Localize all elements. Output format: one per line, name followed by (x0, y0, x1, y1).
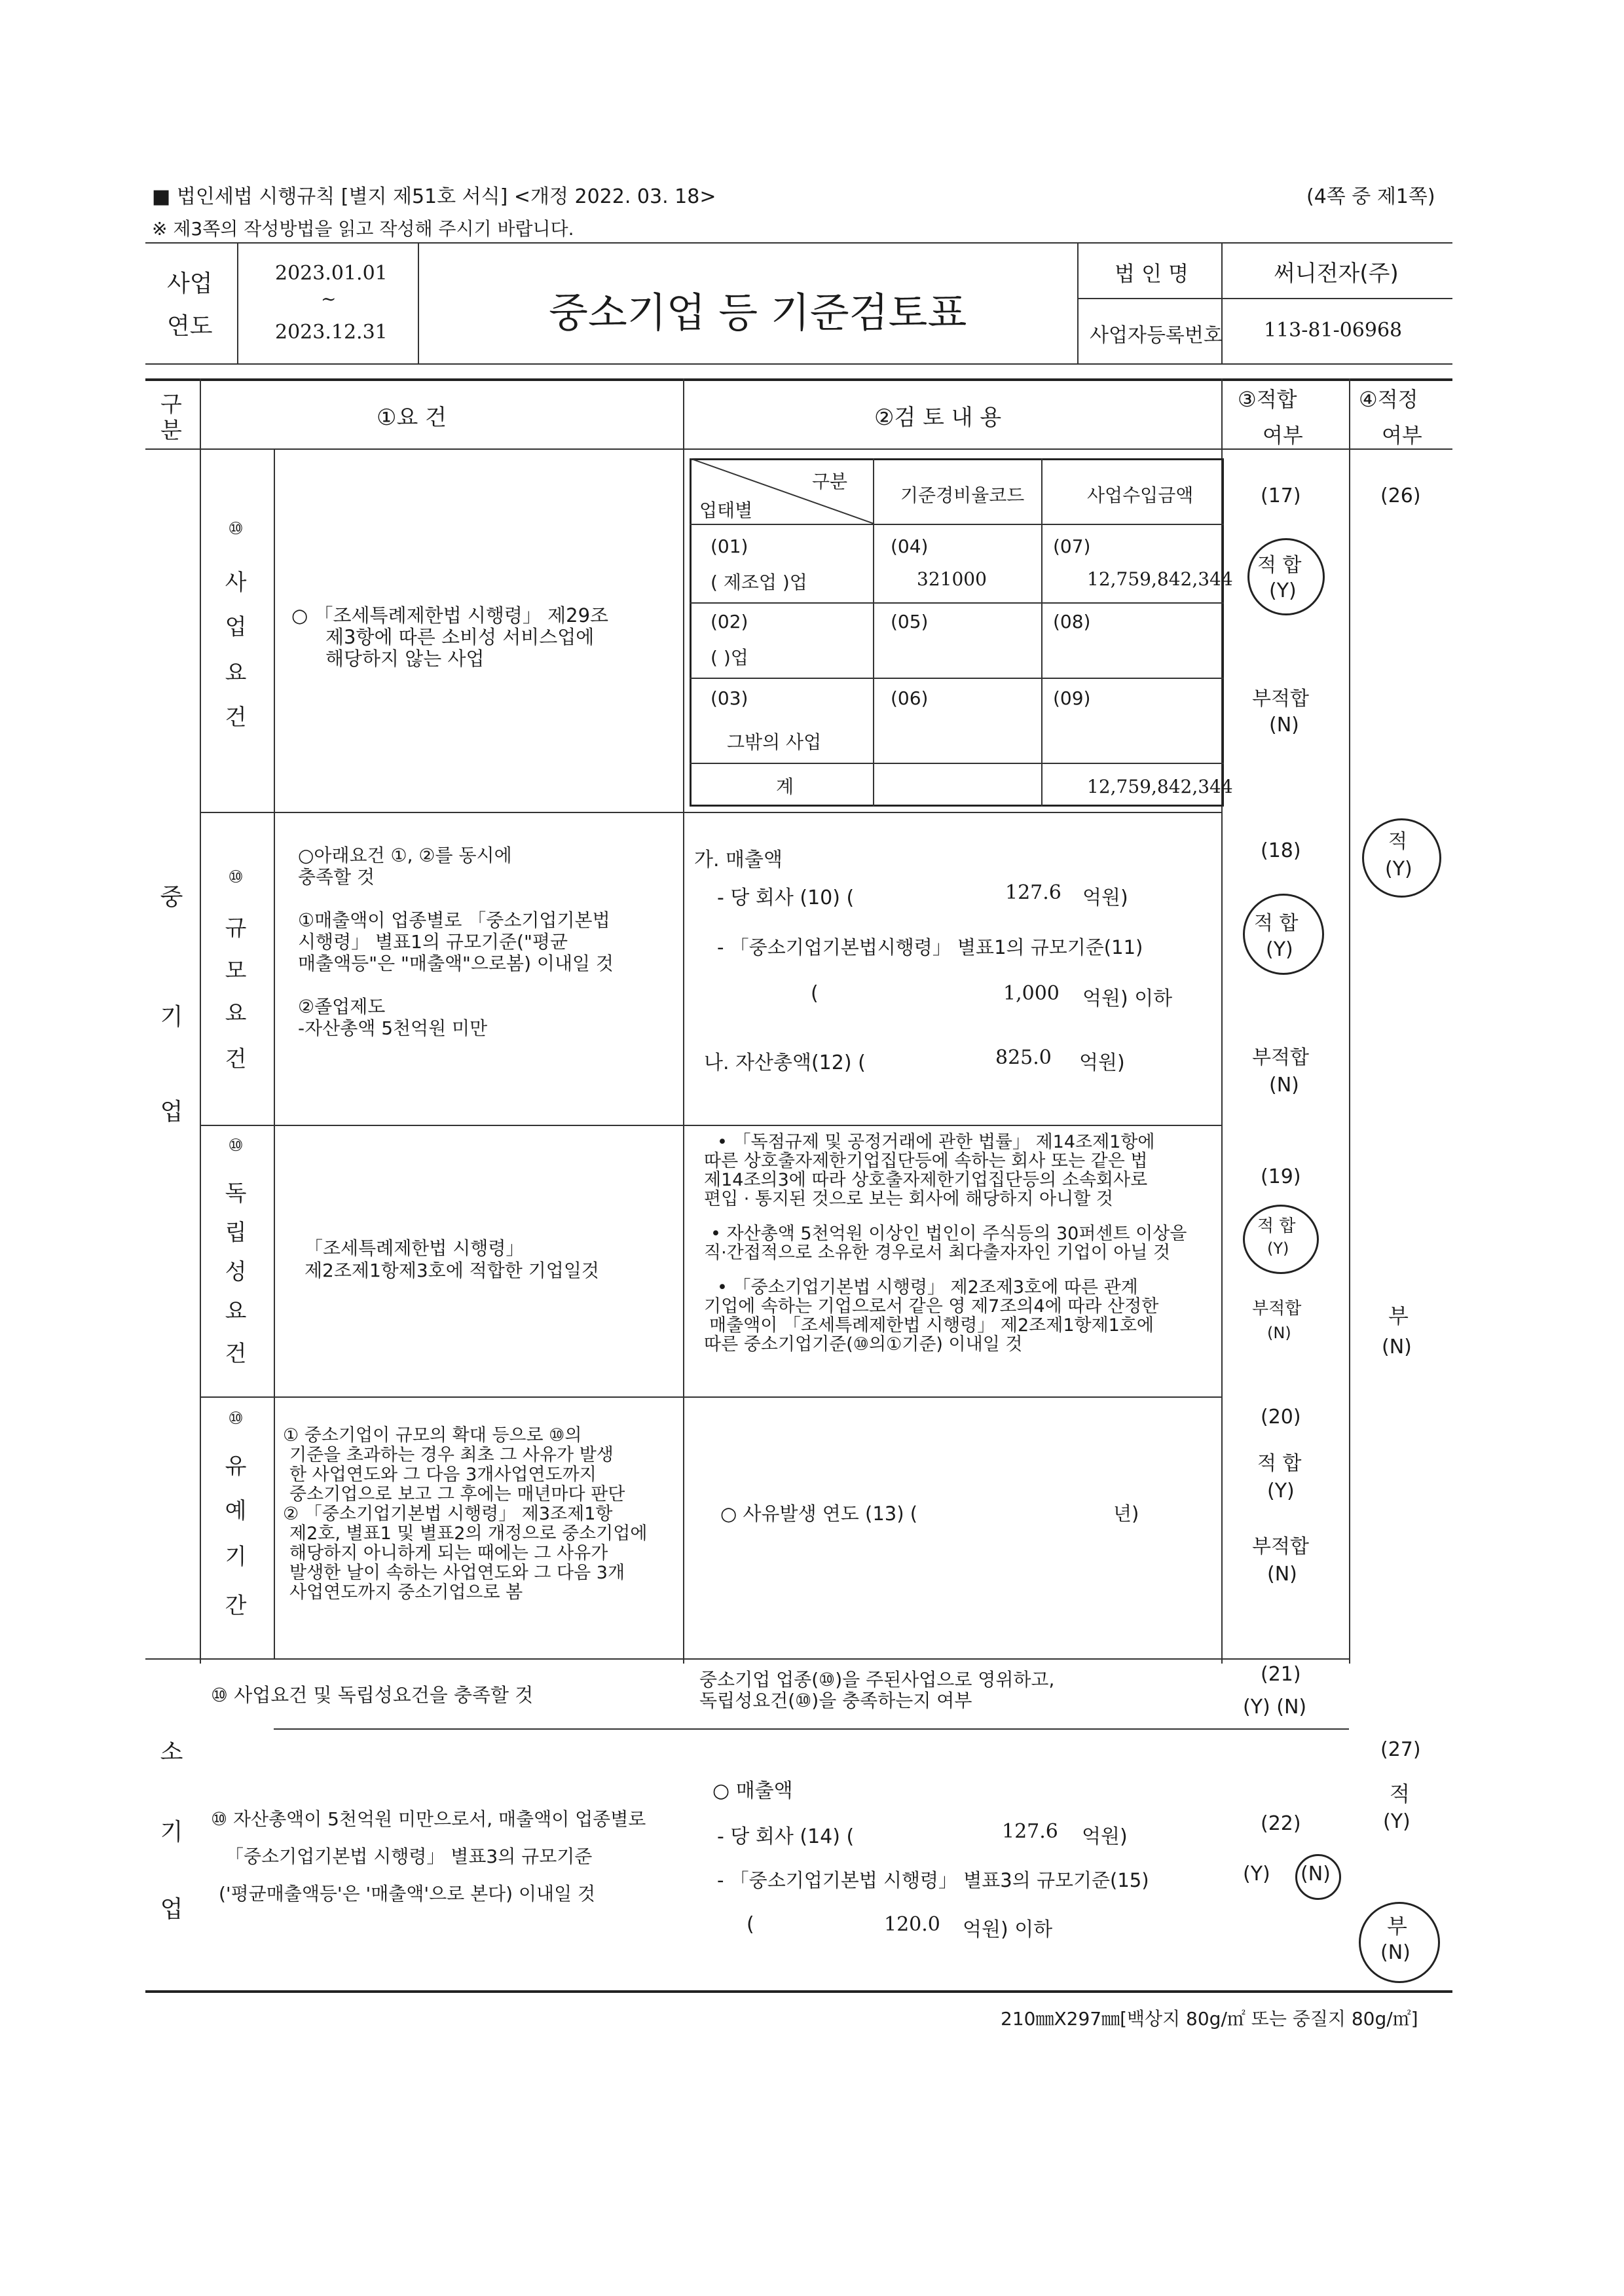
period-start: 2023.01.01 (275, 262, 388, 285)
period-end: 2023.12.31 (275, 321, 388, 344)
row101-fit-no-label2: (N) (1269, 714, 1299, 737)
row102-fit-yes2: (Y) (1266, 938, 1293, 961)
row102-std-unit: 억원) 이하 (1082, 987, 1173, 1010)
row103-fit-yes: 적 합 (1257, 1216, 1296, 1236)
row101-label-2: 업 (225, 614, 247, 640)
row102-sales-unit: 억원) (1082, 886, 1128, 909)
row104-label-3: 기 (225, 1544, 247, 1570)
side-label-sme-2: 기 (160, 1004, 183, 1030)
row103-requirement: 「조세특례제한법 시행령」 제2조제1항제3호에 적합한 기업일것 (304, 1237, 599, 1281)
row103-review: • 「독점규제 및 공정거래에 관한 법률」 제14조제1항에 따른 상호출자제한기업집단등에 속하는 회사 또는 같은 법 제14조의3에 따라 상호출자제한기업집단등의 소속회사로 편입 · 통지된 것으로 보는 회사에 해당하지 아니할 것 • 자산총액 5천억원 이상인 법인이 주식등의 30퍼센트 이상을 직·간접적으로 소유한 경우로서 최다출자자인 기업이 아닐 것 • 「중소기업기본법 시행령」 제2조제3호에 따른 관계 기업에 속하는 기업으로서 같은 영 제7조의4에 따라 산정한 매출액이 「조세특례제한법 시행령」 제2조제1항제1호에 따른 중소기업기준(⑩의①기준) 이내일 것 (704, 1132, 1187, 1355)
r1-c2-val: 321000 (917, 568, 987, 590)
proper-top-mark2: (Y) (1385, 858, 1412, 881)
side-label-small-1: 소 (160, 1739, 183, 1766)
proper-bottom-mark: 적 (1390, 1781, 1410, 1806)
row103-label-3: 성 (225, 1259, 247, 1285)
row102-label-2: 모 (225, 958, 247, 984)
row104-label-1: 유 (225, 1453, 247, 1480)
row102-requirement: ○아래요건 ①, ②를 동시에 충족할 것 ①매출액이 업종별로 「중소기업기본법 시행령」 별표1의 규모기준("평균 매출액등"은 "매출액"으로봄) 이내일 것 ②졸업제도 -자산총액 5천억원 미만 (298, 845, 614, 1039)
row106-fit-y: (Y) (1243, 1863, 1270, 1886)
row103-label-5: 건 (225, 1341, 247, 1367)
row106-sales: 127.6 (1002, 1820, 1058, 1843)
row106-fit-no: (22) (1261, 1812, 1301, 1835)
r1-c3-no: (07) (1053, 536, 1091, 557)
row104-fit-yes: 적 합 (1257, 1452, 1302, 1475)
row102-ga: 가. 매출액 (694, 848, 783, 871)
row104-fit-no: (20) (1261, 1406, 1301, 1429)
total-amount: 12,759,842,344 (1087, 776, 1233, 797)
year-label-1: 사업 (167, 270, 213, 297)
form-reference: ■ 법인세법 시행규칙 [별지 제51호 서식] <개정 2022. 03. 18> (152, 185, 716, 208)
row104-fit-no-label2: (N) (1267, 1563, 1297, 1586)
r1-c2-no: (04) (891, 536, 929, 557)
col-review: ②검 토 내 용 (874, 405, 1002, 431)
proper-top-mark: 적 (1388, 830, 1407, 853)
row105-review: 중소기업 업종(⑩)을 주된사업으로 영위하고, 독립성요건(⑩)을 충족하는지 여부 (699, 1669, 1055, 1711)
row106-std-unit: 억원) 이하 (963, 1918, 1053, 1941)
row101-label-3: 요 (225, 660, 247, 686)
page-number: (4쪽 중 제1쪽) (1306, 185, 1435, 208)
col-proper-2: 여부 (1382, 423, 1422, 448)
row102-number: ⑩ (228, 867, 244, 887)
row102-fit-no-label2: (N) (1269, 1074, 1299, 1097)
row104-number: ⑩ (228, 1409, 244, 1429)
row104-fit-no-label: 부적합 (1252, 1535, 1309, 1558)
row103-label-2: 립 (225, 1220, 247, 1246)
row102-sales: 127.6 (1005, 881, 1061, 904)
row103-fit-no: (19) (1261, 1165, 1301, 1188)
r3-c2-no: (06) (891, 687, 929, 709)
row101-fit-yes: 적 합 (1257, 554, 1302, 577)
r1-c3-val: 12,759,842,344 (1087, 568, 1233, 590)
proper-bottom-mark2: (Y) (1383, 1810, 1411, 1833)
r2-c2-no: (05) (891, 611, 929, 632)
hdr-amount: 사업수입금액 (1087, 484, 1194, 506)
r2-c3-no: (08) (1053, 611, 1091, 632)
proper-bottom-no: (27) (1380, 1738, 1421, 1761)
proper-bottom-no-mark2: (N) (1380, 1941, 1411, 1964)
row102-fit-yes: 적 합 (1254, 912, 1299, 935)
row106-title: ○ 매출액 (712, 1779, 793, 1802)
r2-c1-val: ( )업 (710, 647, 748, 668)
row104-review: ○ 사유발생 연도 (13) ( (720, 1503, 918, 1525)
paper-spec: 210㎜X297㎜[백상지 80g/㎡ 또는 중질지 80g/㎡] (1001, 2008, 1418, 2030)
hdr-code: 기준경비율코드 (900, 484, 1025, 506)
col-proper-1: ④적정 (1359, 387, 1418, 412)
row101-label-1: 사 (225, 570, 247, 596)
row102-std: 1,000 (1003, 982, 1060, 1005)
row103-label-1: 독 (225, 1180, 247, 1207)
col-requirement: ①요 건 (377, 405, 447, 431)
r1-c1-no: (01) (710, 536, 748, 557)
col-gubun-1: 구 (160, 392, 182, 418)
row103-number: ⑩ (228, 1136, 244, 1156)
row101-fit-no: (17) (1261, 484, 1301, 507)
r1-c1-val: ( 제조업 )업 (710, 572, 807, 593)
proper-bottom-no-mark: 부 (1387, 1914, 1407, 1939)
row101-fit-yes2: (Y) (1269, 579, 1297, 602)
row106-std-open: ( (747, 1913, 754, 1936)
row106-std: 120.0 (884, 1913, 940, 1936)
r2-c1-no: (02) (710, 611, 748, 632)
row106-fit-n: (N) (1301, 1863, 1331, 1886)
col-gubun-2: 분 (160, 418, 182, 444)
row103-fit-no-label2: (N) (1267, 1324, 1291, 1342)
row105-requirement: ⑩ 사업요건 및 독립성요건을 충족할 것 (211, 1684, 534, 1706)
row102-std-open: ( (811, 982, 819, 1005)
page-title: 중소기업 등 기준검토표 (549, 289, 967, 337)
side-label-sme-3: 업 (160, 1099, 183, 1125)
side-label-sme-1: 중 (160, 884, 183, 911)
row102-sales-label: - 당 회사 (10) ( (717, 886, 855, 909)
row101-requirement: ○ 「조세특례제한법 시행령」 제29조 제3항에 따른 소비성 서비스업에 해당하지 않는 사업 (291, 604, 609, 670)
row102-fit-no: (18) (1261, 839, 1301, 862)
row104-requirement: ① 중소기업이 규모의 확대 등으로 ⑩의 기준을 초과하는 경우 최초 그 사유가 발생 한 사업연도와 그 다음 3개사업연도까지 중소기업으로 보고 그 후에는 매년마다 판단 ② 「중소기업기본법 시행령」 제3조제1항 제2호, 별표1 및 별표2의 개정으로 중소기업에 해당하지 아니하게 되는 때에는 그 사유가 발생한 날이 속하는 사업연도와 그 다음 3개 사업연도까지 중소기업으로 봄 (283, 1425, 648, 1603)
side-label-small-3: 업 (160, 1896, 183, 1923)
corp-name-label: 법 인 명 (1115, 261, 1189, 286)
r3-c1-val: 그밖의 사업 (727, 731, 822, 753)
r3-c3-no: (09) (1053, 687, 1091, 709)
r3-c1-no: (03) (710, 687, 748, 709)
row102-fit-no-label: 부적합 (1252, 1046, 1309, 1069)
row106-std-label: - 「중소기업기본법 시행령」 별표3의 규모기준(15) (717, 1869, 1149, 1891)
col-fit-1: ③적합 (1238, 387, 1297, 412)
row106-requirement: ⑩ 자산총액이 5천억원 미만으로서, 매출액이 업종별로 「중소기업기본법 시행령」 별표3의 규모기준 ('평균매출액등'은 '매출액'으로 본다) 이내일 것 (211, 1808, 646, 1904)
year-label-2: 연도 (167, 313, 213, 340)
row103-label-4: 요 (225, 1298, 247, 1324)
side-label-small-2: 기 (160, 1819, 183, 1846)
period-tilde: ~ (321, 288, 337, 310)
row101-label-4: 건 (225, 704, 247, 731)
biz-no: 113-81-06968 (1264, 319, 1403, 342)
total-label: 계 (776, 776, 794, 797)
row104-review-end: 년) (1113, 1503, 1139, 1525)
proper-top-no: (26) (1380, 484, 1421, 507)
row101-number: ⑩ (228, 519, 244, 539)
notice-text: ※ 제3쪽의 작성방법을 읽고 작성해 주시기 바랍니다. (152, 218, 574, 240)
row102-label-3: 요 (225, 1000, 247, 1027)
hdr-gubun: 구분 (812, 471, 848, 492)
row102-assets-label: 나. 자산총액(12) ( (704, 1051, 866, 1074)
biz-no-label: 사업자등록번호 (1090, 324, 1223, 347)
proper-mid-mark: 부 (1388, 1303, 1409, 1328)
corp-name: 써니전자(주) (1274, 261, 1399, 287)
row103-fit-yes2: (Y) (1267, 1239, 1289, 1258)
row104-label-2: 예 (225, 1498, 247, 1524)
col-fit-2: 여부 (1263, 423, 1303, 448)
proper-mid-mark2: (N) (1382, 1336, 1412, 1358)
row102-label-4: 건 (225, 1046, 247, 1072)
row102-label-1: 규 (225, 915, 247, 941)
row104-fit-yes2: (Y) (1267, 1480, 1295, 1503)
row104-label-4: 간 (225, 1593, 247, 1619)
hdr-industry: 업태별 (699, 500, 753, 521)
row102-assets-unit: 억원) (1079, 1051, 1125, 1074)
row106-sales-label: - 당 회사 (14) ( (717, 1825, 855, 1848)
row103-fit-no-label: 부적합 (1252, 1299, 1302, 1319)
row101-fit-no-label: 부적합 (1252, 687, 1309, 710)
row102-std-label: - 「중소기업기본법시행령」 별표1의 규모기준(11) (717, 936, 1143, 958)
row106-sales-unit: 억원) (1082, 1825, 1128, 1848)
row102-assets: 825.0 (995, 1046, 1052, 1069)
row105-fit-yn: (Y) (N) (1243, 1696, 1307, 1719)
row105-fit-no: (21) (1261, 1663, 1301, 1686)
